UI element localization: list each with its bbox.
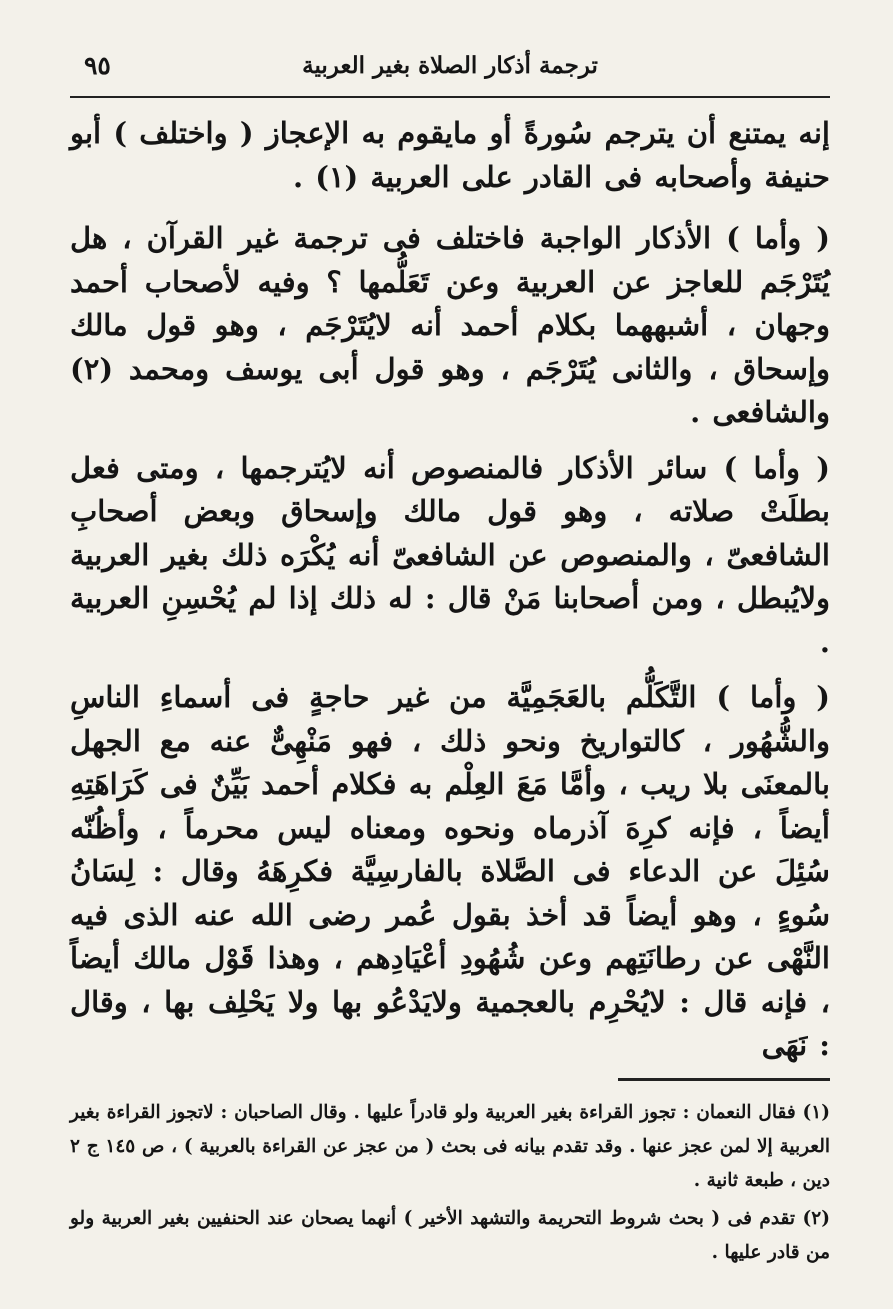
running-title: ترجمة أذكار الصلاة بغير العربية xyxy=(302,52,598,79)
page-number: ٩٥ xyxy=(84,51,111,80)
paragraph: ( وأما ) الأذكار الواجبة فاختلف فى ترجمة غير القرآن ، هل يُتَرْجَم للعاجز عن العربية وعن تَعَلُّمها ؟ وفيه لأصحاب أحمد وجهان ، أشبههما بكلام أحمد أنه لايُتَرْجَم ، وهو قول مالك وإسحاق ، والثانى يُتَرْجَم ، وهو قول أبى يوسف ومحمد (٢) والشافعى . xyxy=(70,221,830,429)
main-text xyxy=(70,112,830,1082)
paragraph: ( وأما ) التَّكَلُّم بالعَجَمِيَّة من غير حاجةٍ فى أسماءِ الناسِ والشُّهُور ، كالتواريخ ونحو ذلك ، فهو مَنْهِىٌّ عنه مع الجهل بالمعنَى بلا ريب ، وأمَّا مَعَ العِلْم به فكلام أحمد بَيِّنٌ فى كَرَاهَتِهِ أيضاً ، فإنه كرِهَ آذرماه ونحوه ومعناه ليس محرماً ، وأظُنّه سُئِلَ عن الدعاء فى الصَّلاة بالفارسِيَّة فكرِهَهُ وقال : لِسَانُ سُوءٍ ، وهو أيضاً قد أخذ بقول عُمر رضى الله عنه الذى فيه النَّهْى عن رطانَتِهم وعن شُهُودِ أعْيَادِهم ، وهذا قَوْل مالك أيضاً ، فإنه قال : لايُحْرِم بالعجمية ولايَدْعُو بها ولا يَحْلِف بها ، وقال : نَهَى xyxy=(70,680,830,1062)
footnote: (٢) تقدم فى ( بحث شروط التحريمة والتشهد الأخير ) أنهما يصحان عند الحنفيين بغير العربية ولو من قادر عليها . xyxy=(70,1208,830,1263)
footnote: (١) فقال النعمان : تجوز القراءة بغير العربية ولو قادراً عليها . وقال الصاحبان : لاتجوز القراءة بغير العربية إلا لمن عجز عنها . وقد تقدم بيانه فى بحث ( من عجز عن القراءة بالعربية ) ، ص ١٤٥ ج ٢ دين ، طبعة ثانية . xyxy=(70,1102,830,1191)
footnotes xyxy=(70,1096,830,1274)
paragraph: ( وأما ) سائر الأذكار فالمنصوص أنه لايُترجمها ، ومتى فعل بطلَتْ صلاته ، وهو قول مالك وإسحاق وبعض أصحابِ الشافعىّ ، والمنصوص عن الشافعىّ أنه يُكْرَه ذلك بغير العربية ولايُبطل ، ومن أصحابنا مَنْ قال : له ذلك إذا لم يُحْسِنِ العربية . xyxy=(70,450,830,659)
footnote-divider xyxy=(618,1078,830,1081)
book-page xyxy=(70,38,830,1278)
paragraph: إنه يمتنع أن يترجم سُورةً أو مايقوم به الإعجاز ( واختلف ) أبو حنيفة وأصحابه فى القادر على العربية (١) . xyxy=(70,116,830,194)
page-header xyxy=(70,38,830,98)
